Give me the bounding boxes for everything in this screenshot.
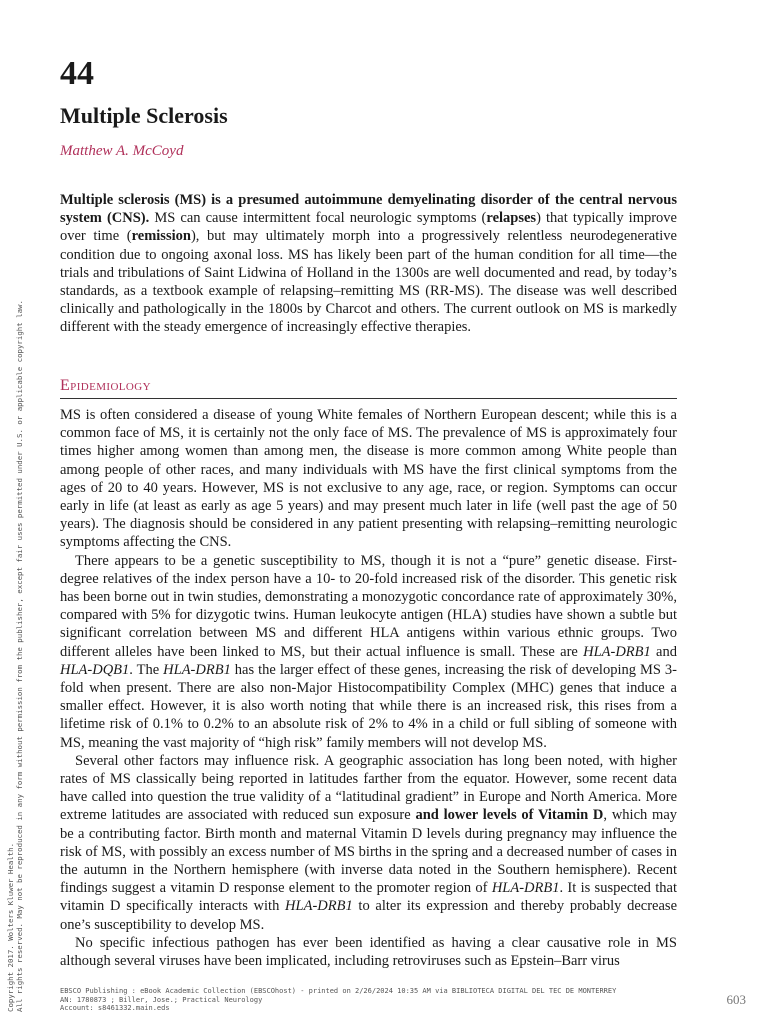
side-copyright-line: Copyright 2017. Wolters Kluwer Health. xyxy=(6,842,15,1012)
body-paragraph xyxy=(60,552,677,752)
text-run: . The xyxy=(129,661,164,678)
body-text xyxy=(60,406,677,970)
bold-text: relapses xyxy=(486,210,537,227)
bold-text: and lower levels of Vitamin D xyxy=(415,807,604,824)
chapter-number: 44 xyxy=(60,55,94,92)
text-run: ) that typically improve over time ( xyxy=(60,210,677,245)
bold-text: Multiple sclerosis (MS) is a presumed autoimmune demyelinating disorder of the central nervous system (CNS). xyxy=(60,192,677,227)
text-run: and xyxy=(650,643,677,660)
text-run: MS can cause intermittent focal neurologic symptoms ( xyxy=(149,210,487,227)
body-paragraph xyxy=(60,752,677,934)
text-run: ), but may ultimately morph into a progressively relentless neurodegenerative condition due to ongoing axonal loss. MS has likely been part of the human condition for all time—the trials and tribulations of Saint Lidwina of Holland in the 1300s are well documented and read, by today’s standards, as a textbook example of relapsing–remitting MS (RR-MS). The disease was well described clinically and pathologically in the 1800s by Charcot and others. The current outlook on MS is markedly different with the steady emergence of increasingly effective therapies. xyxy=(60,228,677,336)
footer-line: Account: s8461332.main.eds xyxy=(60,1004,170,1012)
text-run: to alter its expression and thereby probably decrease one’s susceptibility to develop MS. xyxy=(60,898,678,933)
intro-paragraph xyxy=(60,191,677,337)
text-run: MS is often considered a disease of young White females of Northern European descent; while this is a common face of MS, it is certainly not the only face of MS. The prevalence of MS is approximately four times higher among women than among men, the disease is more common among White people than among people of other races, and many individuals with MS have the first clinical symptoms from the ages of 20 to 40 years. However, MS is not exclusive to any age, race, or region. Symptoms can occur early in life (at least as early as age 5 years) and may present much later in life (well past the age of 50 years). The diagnosis should be considered in any patient presenting with relapsing–remitting neurologic symptoms affecting the CNS. xyxy=(60,407,677,551)
bold-text: remission xyxy=(131,228,191,245)
side-copyright-notice xyxy=(6,252,24,1012)
body-paragraph xyxy=(60,934,677,970)
text-run: has the larger effect of these genes, increasing the risk of developing MS 3-fold when present. There are also non-Major Histocompatibility Complex (MHC) genes that induce a smaller effect. However, it is also worth noting that while there is an increased risk, this rises from a lifetime risk of 0.1% to 0.2% to an absolute risk of 2% to 4% in a child or full sibling of someone with MS, meaning the vast majority of “high risk” family members will not develop MS. xyxy=(60,661,677,751)
text-run: Several other factors may influence risk. A geographic association has long been noted, with higher rates of MS classically being reported in latitudes farther from the equator. However, some recent data have called into question the true validity of a “latitudinal gradient” in Europe and North America. More extreme latitudes are associated with reduced sun exposure xyxy=(60,752,677,824)
italic-text: HLA-DRB1 xyxy=(163,661,231,678)
body-paragraph xyxy=(60,406,677,552)
side-copyright-line: All rights reserved. May not be reproduced in any form without permission from the publisher, except fair uses permitted under U.S. or applicable copyright law. xyxy=(15,300,24,1012)
text-run: . It is suspected that vitamin D specifically interacts with xyxy=(60,880,677,915)
italic-text: HLA-DRB1 xyxy=(285,898,353,915)
page-number: 603 xyxy=(726,992,746,1007)
footer-line: EBSCO Publishing : eBook Academic Collection (EBSCOhost) - printed on 2/26/2024 10:35 AM via BIBLIOTECA DIGITAL DEL TEC DE MONTERREY xyxy=(60,987,617,995)
text-run: There appears to be a genetic susceptibility to MS, though it is not a “pure” genetic disease. First-degree relatives of the index person have a 10- to 20-fold increased risk of the disorder. This genetic risk has been borne out in twin studies, demonstrating a monozygotic concordance rate of approximately 30%, compared with 5% for dizygotic twins. Human leukocyte antigen (HLA) studies have shown a subtle but significant correlation between MS and different HLA antigens within various ethnic groups. Two different alleles have been linked to MS, but their actual influence is small. These are xyxy=(60,552,677,660)
italic-text: HLA-DQB1 xyxy=(60,661,130,678)
italic-text: HLA-DRB1 xyxy=(491,880,560,897)
footer-print-info xyxy=(60,987,616,1013)
text-run: , which may be a contributing factor. Birth month and maternal Vitamin D levels during pregnancy may influence the risk of MS, with possibly an excess number of MS births in the spring and a decreased number of cases in the autumn in the Northern hemisphere (with inverse data noted in the Southern hemisphere). Recent findings suggest a vitamin D response element to the promoter region of xyxy=(60,807,677,897)
footer-line: AN: 1780873 ; Biller, Jose.; Practical Neurology xyxy=(60,995,263,1004)
chapter-author: Matthew A. McCoyd xyxy=(60,143,184,159)
text-run: No specific infectious pathogen has ever been identified as having a clear causative role in MS although several viruses have been implicated, including retroviruses such as Epstein–Barr virus xyxy=(60,934,677,970)
chapter-title: Multiple Sclerosis xyxy=(60,103,228,128)
section-heading-epidemiology: Epidemiology xyxy=(60,376,677,399)
italic-text: HLA-DRB1 xyxy=(583,643,651,660)
